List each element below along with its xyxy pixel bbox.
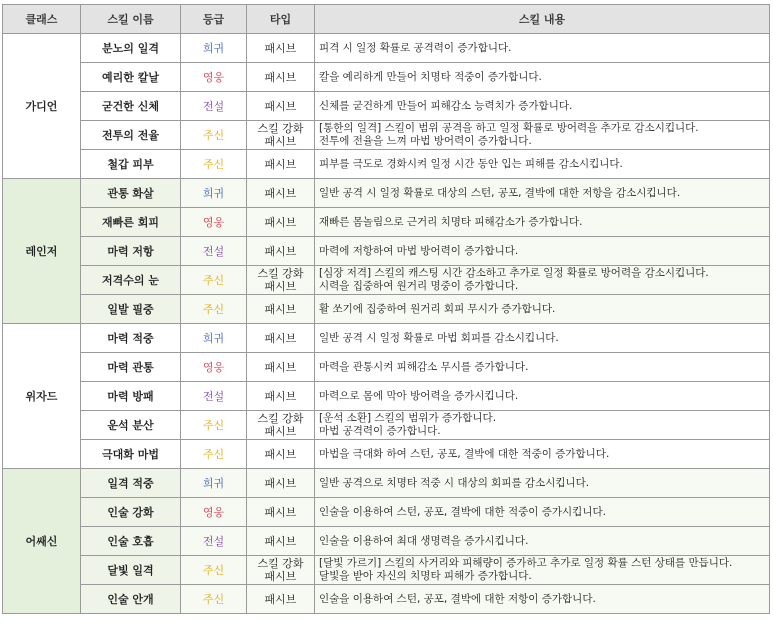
type-line: 패시브 — [264, 447, 297, 461]
description-line: 마력으로 몸에 막아 방어력을 증가시킵니다. — [319, 389, 519, 402]
skill-description-cell — [315, 411, 770, 440]
skill-name-cell: 일격 적중 — [81, 469, 181, 498]
type-cell — [247, 92, 315, 121]
table-row — [3, 237, 770, 266]
skill-name-cell: 운석 분산 — [81, 411, 181, 440]
description-line: 피부를 극도로 경화시켜 일정 시간 동안 입는 피해를 감소시킵니다. — [319, 157, 623, 170]
skill-name-cell: 전투의 전율 — [81, 121, 181, 150]
grade-cell: 전설 — [181, 527, 247, 556]
type-cell — [247, 150, 315, 179]
type-line: 패시브 — [264, 592, 297, 606]
skill-name-cell: 인술 강화 — [81, 498, 181, 527]
type-line: 패시브 — [264, 534, 297, 548]
skill-description-cell — [315, 266, 770, 295]
skill-description-cell — [315, 150, 770, 179]
description-line: 달빛을 받아 자신의 치명타 피해가 증가합니다. — [319, 570, 532, 582]
skill-description-cell — [315, 121, 770, 150]
skill-description-cell — [315, 527, 770, 556]
skill-name-cell: 마력 관통 — [81, 353, 181, 382]
skill-description-cell — [315, 295, 770, 324]
skill-description-cell — [315, 469, 770, 498]
type-cell — [247, 324, 315, 353]
type-line: 스킬 강화 — [257, 267, 304, 280]
type-cell — [247, 527, 315, 556]
grade-cell: 주신 — [181, 411, 247, 440]
table-row — [3, 208, 770, 237]
type-cell — [247, 63, 315, 92]
type-line: 패시브 — [264, 570, 297, 583]
type-cell — [247, 121, 315, 150]
description-line: 재빠른 몸놀림으로 근거리 치명타 피해감소가 증가합니다. — [319, 215, 583, 228]
type-line: 패시브 — [264, 244, 297, 258]
type-line: 패시브 — [264, 360, 297, 374]
skill-description-cell — [315, 179, 770, 208]
type-line: 패시브 — [264, 157, 297, 171]
class-name-cell: 레인저 — [3, 179, 81, 324]
type-cell — [247, 498, 315, 527]
type-line: 패시브 — [264, 425, 297, 438]
grade-cell: 희귀 — [181, 34, 247, 63]
grade-cell: 영웅 — [181, 63, 247, 92]
type-line: 패시브 — [264, 41, 297, 55]
grade-cell: 주신 — [181, 556, 247, 585]
skill-name-cell: 달빛 일격 — [81, 556, 181, 585]
type-line: 패시브 — [264, 476, 297, 490]
grade-cell: 주신 — [181, 121, 247, 150]
class-name-cell: 위자드 — [3, 324, 81, 469]
grade-cell: 희귀 — [181, 324, 247, 353]
skill-table-container — [2, 4, 770, 614]
type-line: 패시브 — [264, 215, 297, 229]
skill-name-cell: 관통 화살 — [81, 179, 181, 208]
table-row — [3, 469, 770, 498]
description-line: 일반 공격 시 일정 확률로 마법 회피를 감소시킵니다. — [319, 331, 559, 344]
type-line: 패시브 — [264, 389, 297, 403]
type-line: 패시브 — [264, 186, 297, 200]
skill-name-cell: 분노의 일격 — [81, 34, 181, 63]
header-skill-content: 스킬 내용 — [315, 5, 770, 34]
type-line: 패시브 — [264, 135, 297, 148]
table-row — [3, 179, 770, 208]
table-row — [3, 498, 770, 527]
grade-cell: 주신 — [181, 585, 247, 614]
description-line: 시력을 집중하여 원거리 명중이 증가합니다. — [319, 280, 519, 292]
type-line: 패시브 — [264, 70, 297, 84]
description-line: 활 쏘기에 집중하여 원거리 회피 무시가 증가합니다. — [319, 302, 556, 315]
table-row — [3, 411, 770, 440]
skill-description-cell — [315, 382, 770, 411]
skill-name-cell: 재빠른 회피 — [81, 208, 181, 237]
skill-description-cell — [315, 440, 770, 469]
type-cell — [247, 34, 315, 63]
description-line: 인술을 이용하여 스턴, 공포, 결박에 대한 적중이 증가시킵니다. — [319, 505, 606, 518]
description-line: 마력을 관통시켜 피해감소 무시를 증가합니다. — [319, 360, 529, 373]
table-row — [3, 382, 770, 411]
skill-table-body — [3, 34, 770, 614]
type-cell — [247, 237, 315, 266]
table-row — [3, 34, 770, 63]
type-cell — [247, 585, 315, 614]
header-grade: 등급 — [181, 5, 247, 34]
description-line: 인술을 이용하여 최대 생명력을 증가시킵니다. — [319, 534, 529, 547]
header-skill-name: 스킬 이름 — [81, 5, 181, 34]
skill-description-cell — [315, 556, 770, 585]
table-row — [3, 556, 770, 585]
type-cell — [247, 411, 315, 440]
type-line: 패시브 — [264, 505, 297, 519]
description-line: 마법을 극대화 하여 스턴, 공포, 결박에 대한 적중이 증가합니다. — [319, 447, 610, 460]
type-line: 패시브 — [264, 99, 297, 113]
grade-cell: 주신 — [181, 440, 247, 469]
description-line: [운석 소환] 스킬의 범위가 증가합니다. — [319, 412, 497, 424]
grade-cell: 희귀 — [181, 469, 247, 498]
skill-description-cell — [315, 585, 770, 614]
grade-cell: 주신 — [181, 266, 247, 295]
skill-description-cell — [315, 92, 770, 121]
table-row — [3, 440, 770, 469]
skill-description-cell — [315, 353, 770, 382]
skill-name-cell: 예리한 칼날 — [81, 63, 181, 92]
grade-cell: 전설 — [181, 92, 247, 121]
description-line: 칼을 예리하게 만들어 치명타 적중이 증가합니다. — [319, 70, 542, 83]
description-line: [심장 저격] 스킬의 캐스팅 시간 감소하고 추가로 일정 확률로 방어력을 감소시킵니다. — [319, 267, 709, 279]
description-line: 마력에 저항하여 마법 방어력이 증가합니다. — [319, 244, 519, 257]
description-line: 일반 공격으로 치명타 적중 시 대상의 회피를 감소시킵니다. — [319, 476, 590, 489]
skill-name-cell: 일발 필중 — [81, 295, 181, 324]
skill-name-cell: 저격수의 눈 — [81, 266, 181, 295]
skill-description-cell — [315, 237, 770, 266]
header-class: 클래스 — [3, 5, 81, 34]
skill-name-cell: 극대화 마법 — [81, 440, 181, 469]
skill-name-cell: 인술 안개 — [81, 585, 181, 614]
type-cell — [247, 353, 315, 382]
grade-cell: 전설 — [181, 382, 247, 411]
type-cell — [247, 469, 315, 498]
class-name-cell: 어쌔신 — [3, 469, 81, 614]
type-cell — [247, 440, 315, 469]
type-line: 스킬 강화 — [257, 122, 304, 135]
type-cell — [247, 266, 315, 295]
skill-name-cell: 마력 방패 — [81, 382, 181, 411]
type-cell — [247, 208, 315, 237]
grade-cell: 영웅 — [181, 498, 247, 527]
table-row — [3, 585, 770, 614]
skill-name-cell: 철갑 피부 — [81, 150, 181, 179]
skill-table — [2, 4, 770, 614]
type-line: 패시브 — [264, 280, 297, 293]
description-line: 신체를 굳건하게 만들어 피해감소 능력치가 증가합니다. — [319, 99, 573, 112]
table-row — [3, 150, 770, 179]
description-line: 일반 공격 시 일정 확률로 대상의 스턴, 공포, 결박에 대한 저항을 감소시킵니다. — [319, 186, 681, 199]
type-line: 패시브 — [264, 302, 297, 316]
type-cell — [247, 179, 315, 208]
class-name-cell: 가디언 — [3, 34, 81, 179]
skill-description-cell — [315, 208, 770, 237]
type-cell — [247, 556, 315, 585]
skill-description-cell — [315, 34, 770, 63]
skill-name-cell: 인술 호흡 — [81, 527, 181, 556]
description-line: 피격 시 일정 확률로 공격력이 증가합니다. — [319, 41, 512, 54]
type-cell — [247, 382, 315, 411]
description-line: 마법 공격력이 증가합니다. — [319, 425, 441, 437]
grade-cell: 주신 — [181, 295, 247, 324]
table-row — [3, 63, 770, 92]
type-line: 스킬 강화 — [257, 412, 304, 425]
grade-cell: 영웅 — [181, 208, 247, 237]
grade-cell: 영웅 — [181, 353, 247, 382]
header-row — [3, 5, 770, 34]
skill-name-cell: 마력 저항 — [81, 237, 181, 266]
skill-description-cell — [315, 498, 770, 527]
skill-name-cell: 마력 적중 — [81, 324, 181, 353]
table-row — [3, 324, 770, 353]
table-row — [3, 295, 770, 324]
description-line: [달빛 가르기] 스킬의 사거리와 피해량이 증가하고 추가로 일정 확률 스턴 상태를 만듭니다. — [319, 557, 733, 569]
grade-cell: 희귀 — [181, 179, 247, 208]
table-row — [3, 92, 770, 121]
table-row — [3, 121, 770, 150]
grade-cell: 전설 — [181, 237, 247, 266]
type-line: 패시브 — [264, 331, 297, 345]
type-cell — [247, 295, 315, 324]
table-row — [3, 266, 770, 295]
description-line: 인술을 이용하여 스턴, 공포, 결박에 대한 저항이 증가합니다. — [319, 592, 596, 605]
table-row — [3, 353, 770, 382]
skill-name-cell: 굳건한 신체 — [81, 92, 181, 121]
skill-description-cell — [315, 324, 770, 353]
description-line: [통한의 일격] 스킬이 범위 공격을 하고 일정 확률로 방어력을 추가로 감소시킵니다. — [319, 122, 699, 134]
table-row — [3, 527, 770, 556]
grade-cell: 주신 — [181, 150, 247, 179]
header-type: 타입 — [247, 5, 315, 34]
description-line: 전투에 전율을 느껴 마법 방어력이 증가합니다. — [319, 135, 532, 147]
type-line: 스킬 강화 — [257, 557, 304, 570]
skill-description-cell — [315, 63, 770, 92]
